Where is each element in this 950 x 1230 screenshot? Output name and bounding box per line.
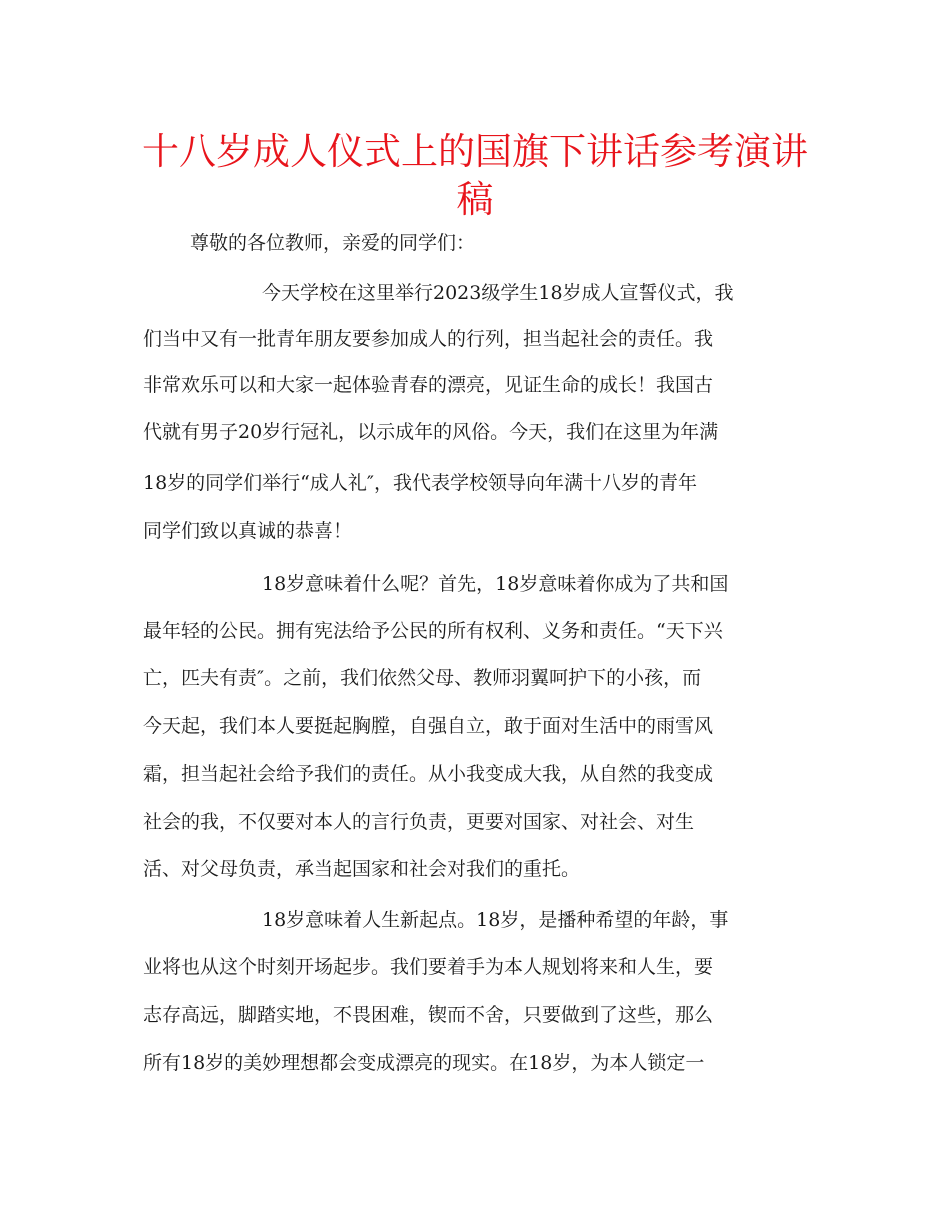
paragraph-2-line: 亡，匹夫有责″。之前，我们依然父母、教师羽翼呵护下的小孩，而 [143, 667, 702, 689]
paragraph-1-line: 代就有男子20岁行冠礼，以示成年的风俗。今天，我们在这里为年满 [143, 421, 719, 443]
paragraph-1-line: 非常欢乐可以和大家一起体验青春的漂亮，见证生命的成长！我国古 [143, 374, 714, 396]
paragraph-3-line: 业将也从这个时刻开场起步。我们要着手为本人规划将来和人生，要 [143, 956, 714, 978]
document-title [120, 128, 830, 224]
paragraph-3-line: 志存高远，脚踏实地，不畏困难，锲而不舍，只要做到了这些，那么 [143, 1004, 714, 1026]
paragraph-3-line: 18岁意味着人生新起点。18岁，是播种希望的年龄，事 [262, 909, 729, 931]
paragraph-1-line: 同学们致以真诚的恭喜！ [143, 520, 353, 542]
title-line-2: 稿 [456, 178, 494, 221]
paragraph-2-line: 18岁意味着什么呢？首先，18岁意味着你成为了共和国 [262, 573, 729, 595]
greeting: 尊敬的各位教师，亲爱的同学们： [190, 232, 476, 254]
paragraph-2-line: 社会的我，不仅要对本人的言行负责，更要对国家、对社会、对生 [143, 811, 695, 833]
paragraph-2-line: 最年轻的公民。拥有宪法给予公民的所有权利、义务和责任。“天下兴 [143, 620, 723, 642]
paragraph-2-line: 活、对父母负责，承当起国家和社会对我们的重托。 [143, 858, 581, 880]
paragraph-1-line: 今天学校在这里举行2023级学生18岁成人宣誓仪式，我 [262, 282, 734, 304]
paragraph-2-line: 霜，担当起社会给予我们的责任。从小我变成大我，从自然的我变成 [143, 763, 714, 785]
paragraph-1-line: 18岁的同学们举行“成人礼″，我代表学校领导向年满十八岁的青年 [143, 472, 697, 494]
paragraph-2-line: 今天起，我们本人要挺起胸膛，自强自立，敢于面对生活中的雨雪风 [143, 715, 714, 737]
title-line-1: 十八岁成人仪式上的国旗下讲话参考演讲 [142, 130, 808, 173]
paragraph-3-line: 所有18岁的美妙理想都会变成漂亮的现实。在18岁，为本人锁定一 [143, 1052, 705, 1074]
paragraph-1-line: 们当中又有一批青年朋友要参加成人的行列，担当起社会的责任。我 [143, 328, 714, 350]
